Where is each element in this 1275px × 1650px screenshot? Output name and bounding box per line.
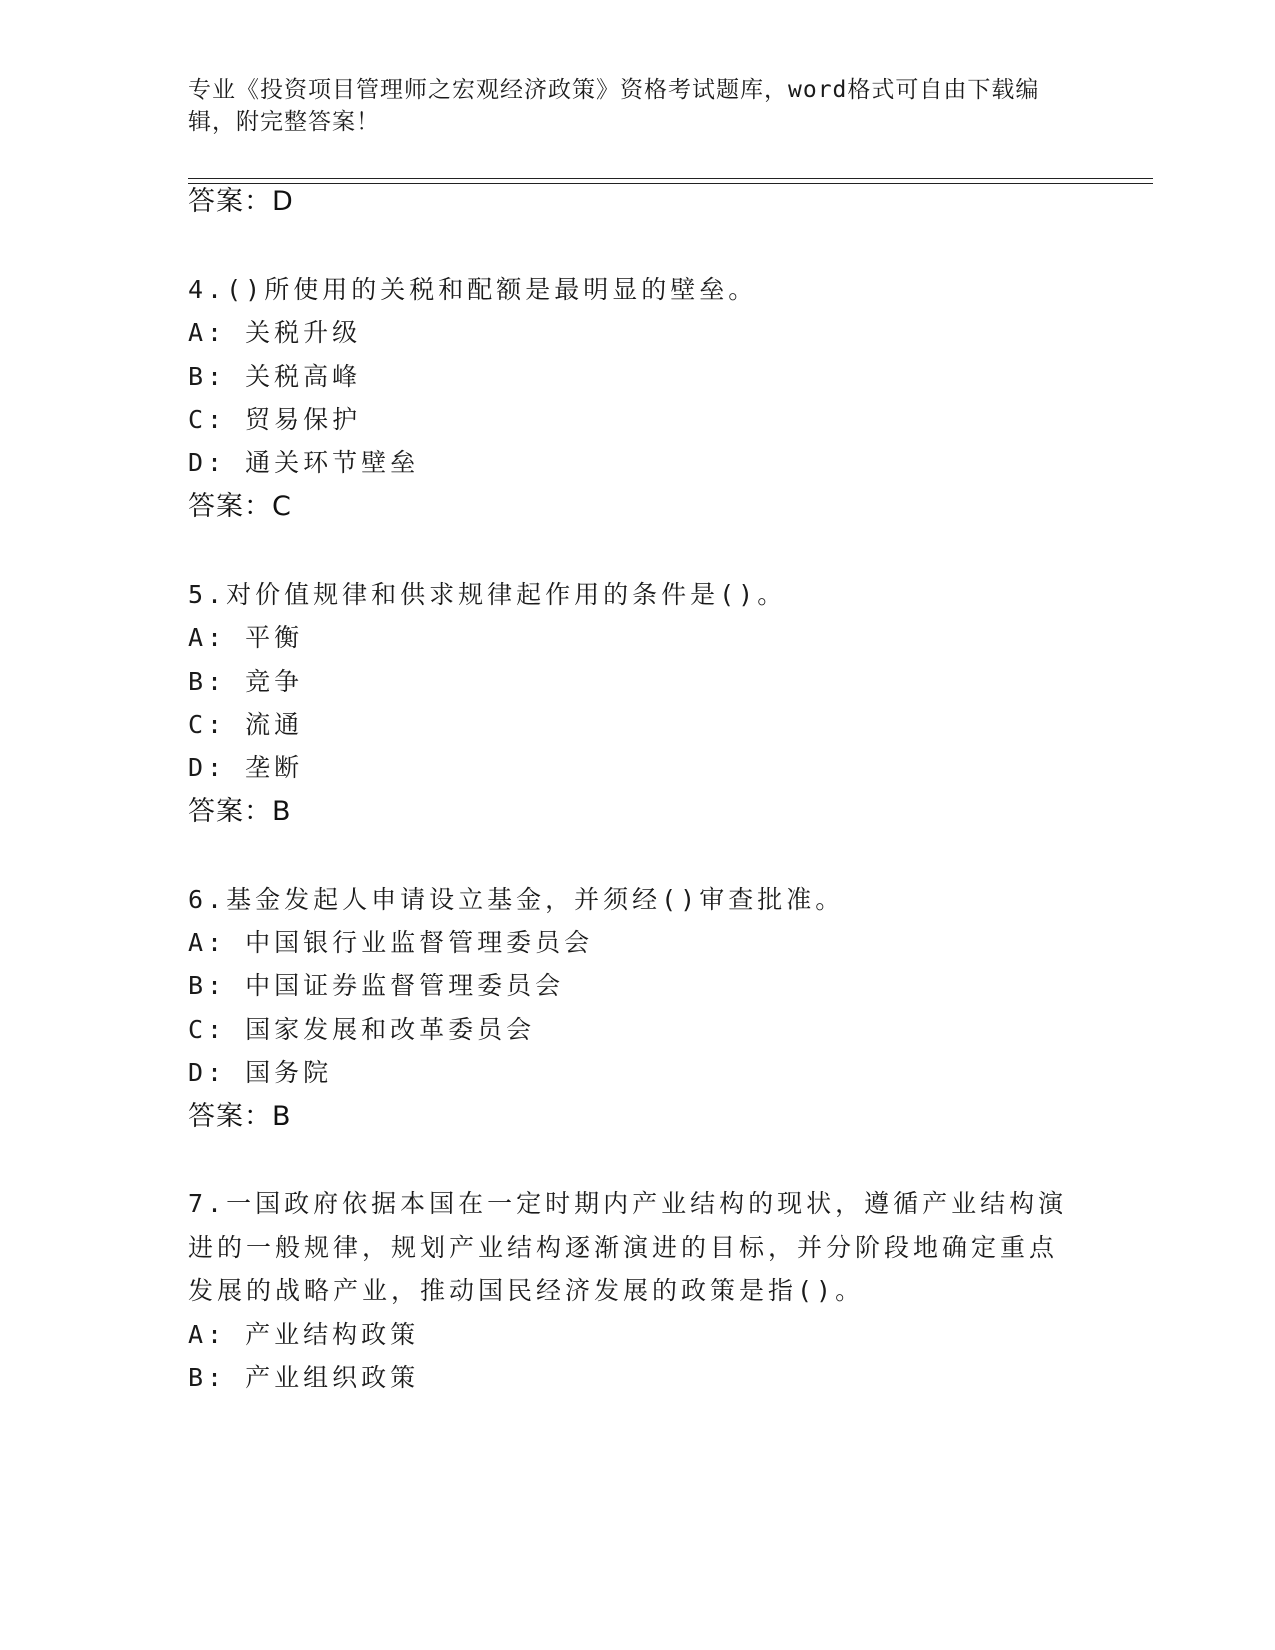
- question-6-option-a: A: 中国银行业监督管理委员会: [188, 928, 594, 957]
- question-5-answer: 答案：B: [188, 796, 292, 827]
- question-4-option-d: D: 通关环节壁垒: [188, 448, 420, 477]
- question-6-stem: 6.基金发起人申请设立基金，并须经()审查批准。: [188, 885, 845, 914]
- question-4-option-c: C: 贸易保护: [188, 405, 362, 434]
- question-6-option-c: C: 国家发展和改革委员会: [188, 1015, 536, 1044]
- question-7-stem-line-3: 发展的战略产业，推动国民经济发展的政策是指()。: [188, 1276, 865, 1305]
- question-4-option-b: B: 关税高峰: [188, 362, 362, 391]
- question-6-answer: 答案：B: [188, 1101, 292, 1132]
- question-5-option-b: B: 竞争: [188, 667, 304, 696]
- previous-answer: 答案：D: [188, 186, 294, 217]
- question-5-option-c: C: 流通: [188, 710, 304, 739]
- question-5-option-d: D: 垄断: [188, 753, 304, 782]
- header-title-line-1: 专业《投资项目管理师之宏观经济政策》资格考试题库，word格式可自由下载编: [188, 77, 1040, 103]
- question-7-option-a: A: 产业结构政策: [188, 1320, 420, 1349]
- header-divider-top: [188, 178, 1153, 179]
- question-7-option-b: B: 产业组织政策: [188, 1363, 420, 1392]
- question-4-stem: 4.()所使用的关税和配额是最明显的壁垒。: [188, 275, 758, 304]
- question-5-stem: 5.对价值规律和供求规律起作用的条件是()。: [188, 580, 787, 609]
- document-header: [188, 74, 1088, 138]
- question-5-option-a: A: 平衡: [188, 623, 304, 652]
- question-4-option-a: A: 关税升级: [188, 318, 362, 347]
- question-6-option-b: B: 中国证券监督管理委员会: [188, 971, 565, 1000]
- header-title-line-2: 辑，附完整答案！: [188, 109, 380, 135]
- question-7-stem-line-2: 进的一般规律，规划产业结构逐渐演进的目标，并分阶段地确定重点: [188, 1233, 1059, 1262]
- question-6-option-d: D: 国务院: [188, 1058, 333, 1087]
- header-divider-bottom: [188, 183, 1153, 184]
- question-7-stem-line-1: 7.一国政府依据本国在一定时期内产业结构的现状，遵循产业结构演: [188, 1189, 1068, 1218]
- question-4-answer: 答案：C: [188, 491, 292, 522]
